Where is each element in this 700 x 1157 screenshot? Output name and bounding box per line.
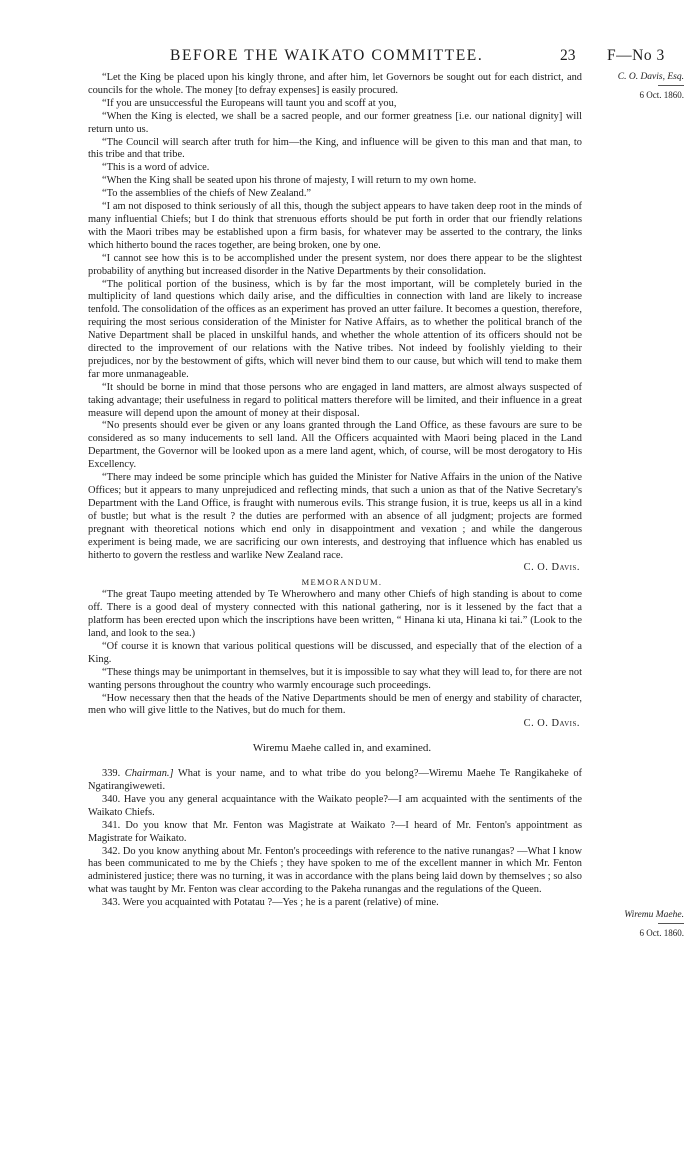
main-text-column [88, 72, 582, 910]
paragraph: “To the assemblies of the chiefs of New Zealand.” [102, 188, 312, 200]
examination-heading: Wiremu Maehe called in, and examined. [252, 742, 432, 755]
question-342 [88, 846, 582, 898]
paragraph: “No presents should ever be given or any loans granted through the Land Office, as these favours are sure to be considered as so many inducements to sell land. All the Officers acquainted with Maori being placed in the Land Department, the Governor will be looked upon as a mere land agent, which, of course, will be most derogatory to His Excellency. [88, 420, 582, 471]
paragraph: “It should be borne in mind that those persons who are engaged in land matters, are almost always suspected of taking advantage; their usefulness in regard to political matters therefore will be limited, and their influence in a great measure will depend upon the amount of money at their disposal. [88, 381, 582, 419]
question-text: What is your name, and to what tribe do you belong?—Wiremu Maehe Te Rangikaheke of Ngatirangiweweti. [88, 768, 582, 793]
margin-note-date: 6 Oct. 1860. [639, 928, 684, 938]
memorandum-heading: MEMORANDUM. [301, 577, 383, 588]
paragraph: “The political portion of the business, which is by far the most important, will be completely buried in the multiplicity of land questions which daily arise, and the difficulties in connection with land are likely to increase tenfold. The consolidation of the offices as an experiment has proved an utter failure. It becomes a question, therefore, requiring the most serious consideration of the Minister for Native Affairs, as to whether the political branch of the Native Department shall be placed in unskilful hands, and whether the whole attention of its officers should not be directed to the improvement of our relations with the Native tribes. Not indeed by foolishly yielding to their prejudices, nor by the bestowment of gifts, which will never bind them to our cause, but which will tend to make them far more unmanageable. [88, 278, 582, 380]
question-339 [88, 768, 582, 794]
paragraph: “Let the King be placed upon his kingly throne, and after him, let Governors be sought out for each district, and councils for the whole. The money [to defray expenses] is easily procured. [88, 72, 582, 96]
question-341 [88, 820, 582, 846]
question-340 [88, 794, 582, 820]
question-text: Do you know that Mr. Fenton was Magistrate at Waikato ?—I heard of Mr. Fenton's appointment as Magistrate for Waikato. [88, 819, 582, 844]
paragraph: “When the King is elected, we shall be a sacred people, and our former greatness [i.e. our national dignity] will return unto us. [88, 110, 582, 135]
margin-note-name: Wiremu Maehe. [624, 910, 684, 920]
paragraph: “When the King shall be seated upon his throne of majesty, I will return to my own home. [102, 175, 477, 187]
memo-paragraph: “How necessary then that the heads of the Native Departments should be men of energy and stability of character, men who will give little to the Natives, but do much for them. [88, 692, 582, 717]
question-text: Have you any general acquaintance with the Waikato people?—I am acquainted with the sentiments of the Waikato Chiefs. [88, 793, 582, 818]
document-series-code: F—No 3 [607, 47, 665, 64]
page-number: 23 [560, 47, 576, 64]
paragraph: “There may indeed be some principle which has guided the Minister for Native Affairs in the union of the Native Offices; but it appears to many unprejudiced and reflecting minds, that such a union as that of the Native Secretary's Department with the Land Office, is fraught with numerous evils. This strange fusion, it is true, keeps us all in a kind of bustle; but what is the result ? the duties are performed with an absence of all judgment; projects are formed pregnant with theoretical notions which end only in disappointment and vexation ; and while the dangerous experiment is being made, we are sacrificing our own interests, and destroying that influence which has enabled us hitherto to govern the restless and warlike New Zealand race. [88, 472, 582, 561]
question-number: 342. [102, 845, 121, 857]
question-number: 340. [102, 793, 121, 805]
margin-note-divider [658, 85, 684, 86]
paragraph: “I am not disposed to think seriously of all this, though the subject appears to have taken deep root in the minds of many influential Chiefs; but I do think that strenuous efforts should be put forth in order that our friendly relations with the Maori tribes may be established upon a firm basis, for whatever may be asserted to the contrary, the links which hitherto bound the races together, are being broken, one by one. [88, 201, 582, 251]
paragraph: “The Council will search after truth for him—the King, and influence will be given to this man and that man, to this tribe and that tribe. [88, 136, 582, 161]
paragraph: “If you are unsuccessful the Europeans will taunt you and scoff at you, [102, 97, 397, 109]
question-text: Do you know anything about Mr. Fenton's proceedings with reference to the native runangas? —What I know has been communicated to me by the Chiefs ; they have spoken to me of the excellent manner in which Mr. Fenton administered justice; there was no turning, it was in accordance with the plans being laid down by themselves ; so also what was taught by Mr. Fenton was clear according to the Pakeha runangas and the regulations of the Queen. [88, 845, 582, 896]
question-number: 343. [102, 897, 121, 909]
memo-paragraph: “The great Taupo meeting attended by Te Wherowhero and many other Chiefs of high standing is about to come off. There is a good deal of mystery connected with this national gathering, nor is it lessened by the fact that a platform has been erected upon which the inscriptions have been written, “ Hinana ki uta, Hinana ki tai.” (Look to the land, and look to the sea.) [88, 589, 582, 639]
margin-note-name: C. O. Davis, Esq. [617, 72, 684, 82]
signature: C. O. Davis. [523, 562, 580, 574]
memo-paragraph: “Of course it is known that various political questions will be discussed, and especially that of the election of a King. [88, 640, 582, 665]
question-number: 341. [102, 819, 121, 831]
question-text: Were you acquainted with Potatau ?—Yes ; he is a parent (relative) of mine. [120, 897, 439, 909]
memo-paragraph: “These things may be unimportant in themselves, but it is impossible to say what they will lead to, for there are not wanting persons throughout the country who warmly encourage such proceedings. [88, 666, 582, 691]
signature: C. O. Davis. [523, 718, 580, 730]
margin-note-davis [584, 72, 684, 100]
question-343 [88, 897, 582, 910]
page-header-title: BEFORE THE WAIKATO COMMITTEE. [170, 47, 484, 64]
margin-note-maehe [584, 910, 684, 938]
margin-note-date: 6 Oct. 1860. [639, 90, 684, 100]
paragraph: “I cannot see how this is to be accomplished under the present system, nor does there appear to be the slightest probability of anything but increased disorder in the Native Departments by their consolidation. [88, 252, 582, 277]
speaker-label: Chairman.] [124, 768, 174, 780]
margin-note-divider [658, 923, 684, 924]
question-number: 339. [102, 768, 121, 780]
paragraph: “This is a word of advice. [102, 162, 210, 174]
